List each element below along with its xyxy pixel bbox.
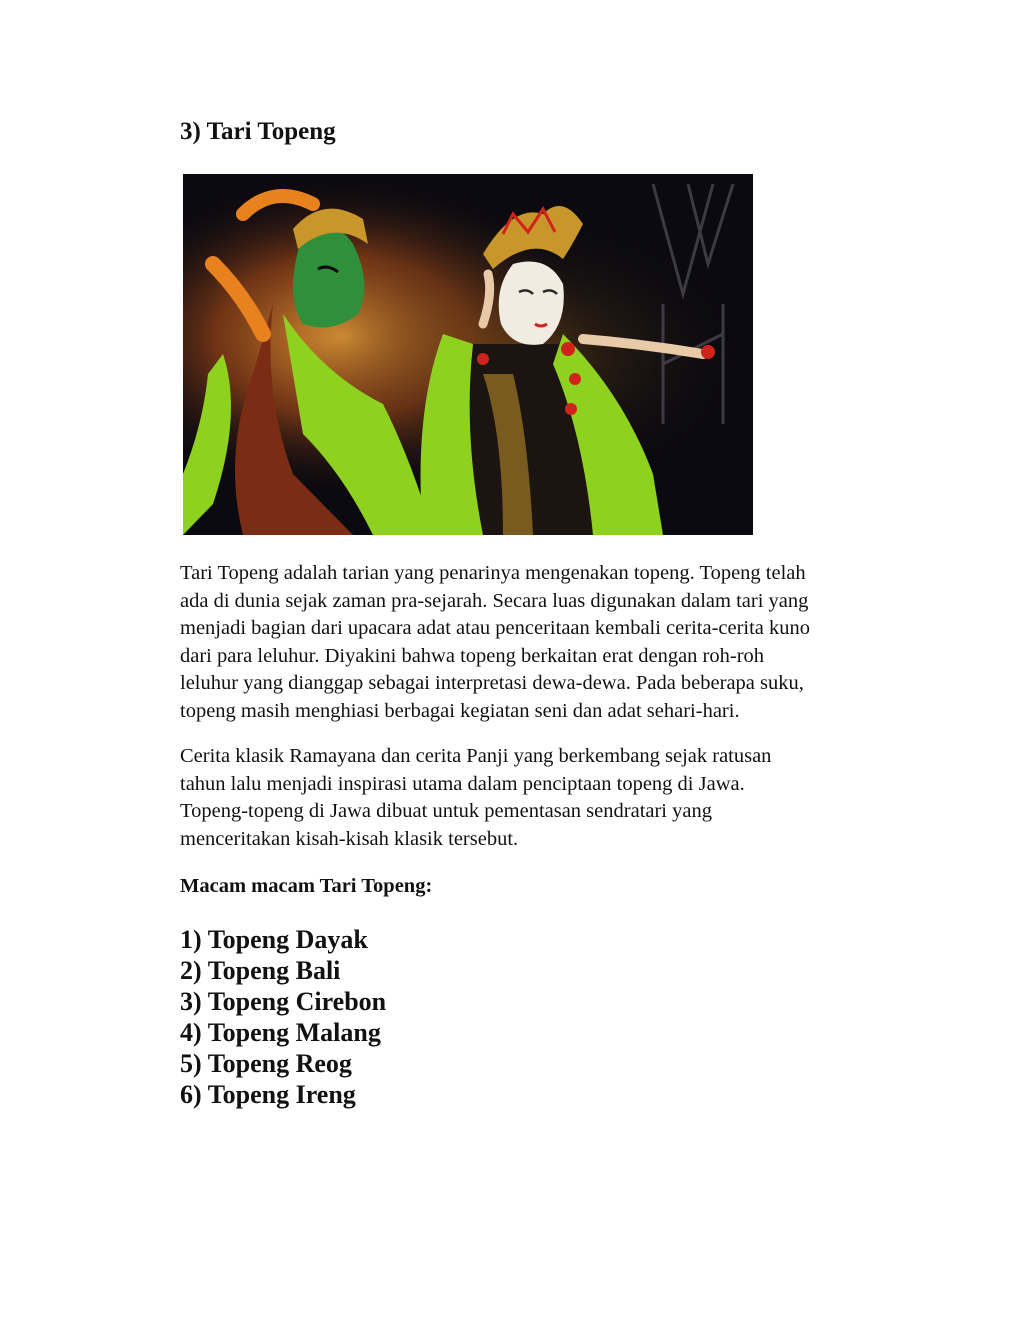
list-item: 6) Topeng Ireng [180,1080,356,1109]
paragraph-description [180,560,910,725]
text-line: ada di dunia sejak zaman pra-sejarah. Secara luas digunakan dalam tari yang [180,589,809,612]
text-line: leluhur yang dianggap sebagai interpretasi dewa-dewa. Pada beberapa suku, [180,672,804,694]
text-line: menjadi bagian dari upacara adat atau penceritaan kembali cerita-cerita kuno [180,617,811,639]
list-item: 3) Topeng Cirebon [180,987,387,1016]
text-line: topeng masih menghiasi berbagai kegiatan seni dan adat sehari-hari. [180,699,740,722]
list-heading: Macam macam Tari Topeng: [180,875,433,897]
text-line: dari para leluhur. Diyakini bahwa topeng berkaitan erat dengan roh-roh [180,644,765,667]
mask-types-list [180,924,386,1110]
text-line: Cerita klasik Ramayana dan cerita Panji yang berkembang sejak ratusan [180,745,772,767]
list-item: 5) Topeng Reog [180,1049,352,1078]
text-line: Topeng-topeng di Jawa dibuat untuk pementasan sendratari yang [180,800,712,822]
text-line: menceritakan kisah-kisah klasik tersebut. [180,827,519,850]
list-item: 4) Topeng Malang [180,1018,381,1047]
section-title: 3) Tari Topeng [180,118,336,145]
list-item: 1) Topeng Dayak [180,925,368,954]
list-item: 2) Topeng Bali [180,956,341,985]
mask-dance-photo [183,174,753,535]
paragraph-history [180,743,910,853]
text-line: Tari Topeng adalah tarian yang penarinya mengenakan topeng. Topeng telah [180,562,806,584]
text-line: tahun lalu menjadi inspirasi utama dalam penciptaan topeng di Jawa. [180,772,745,795]
